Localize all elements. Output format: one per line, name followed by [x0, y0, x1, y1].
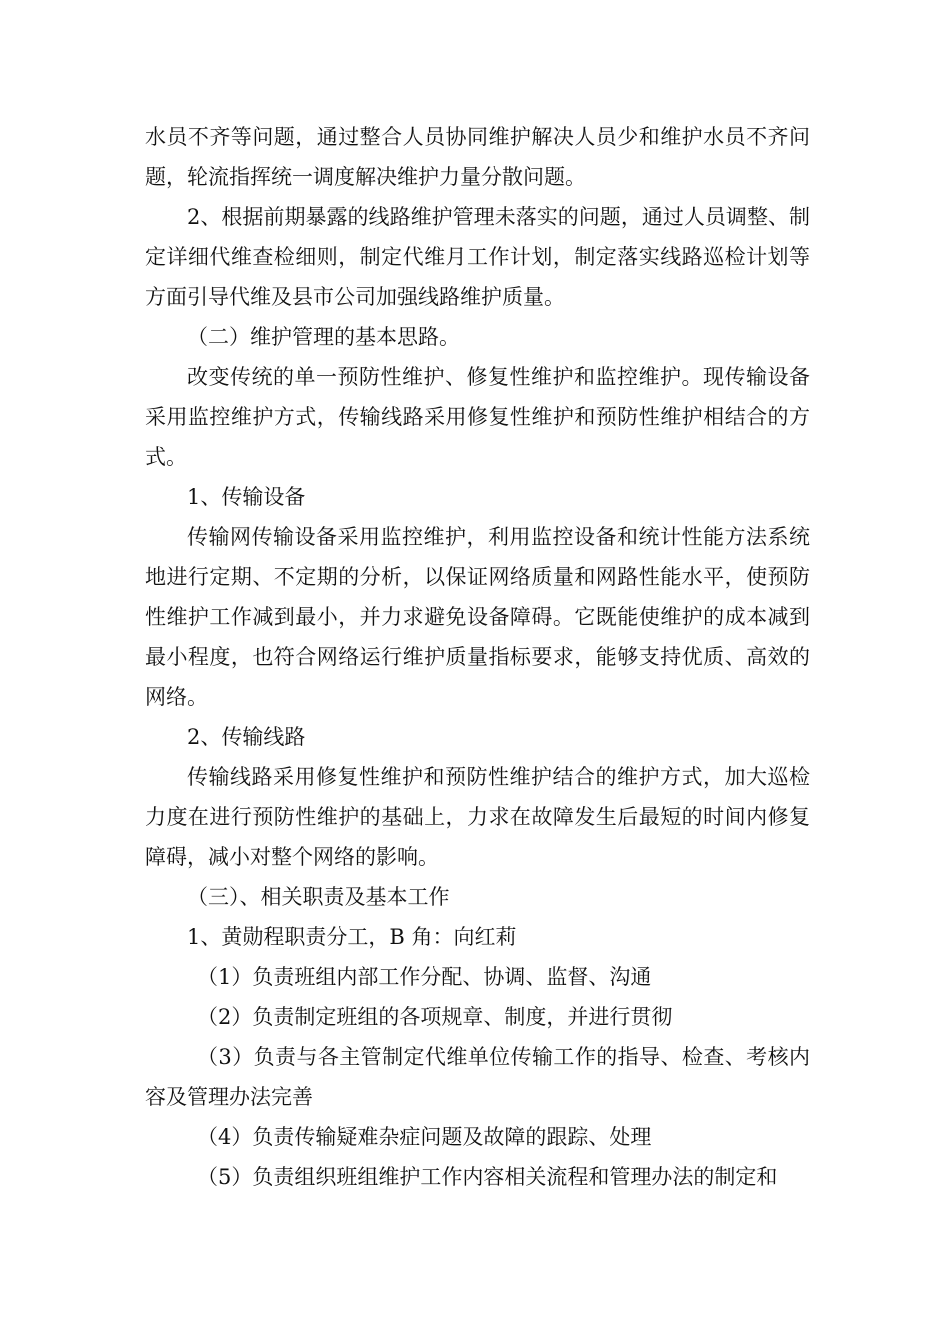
- subsection-heading: 2、传输线路: [187, 725, 306, 749]
- list-item: （5）负责组织班组维护工作内容相关流程和管理办法的制定和: [197, 1165, 778, 1189]
- subsection-heading: 1、黄勋程职责分工，B 角：向红莉: [187, 925, 517, 949]
- section-heading: （三）、相关职责及基本工作: [187, 885, 450, 909]
- list-item: （3）负责与各主管制定代维单位传输工作的指导、检查、考核内容及管理办法完善: [145, 1045, 810, 1109]
- paragraph: 2、根据前期暴露的线路维护管理未落实的问题，通过人员调整、制定详细代维查检细则，制定代维月工作计划，制定落实线路巡检计划等方面引导代维及县市公司加强线路维护质量。: [145, 205, 810, 309]
- list-item: （4）负责传输疑难杂症问题及故障的跟踪、处理: [197, 1125, 652, 1149]
- list-item: （2）负责制定班组的各项规章、制度，并进行贯彻: [197, 1005, 673, 1029]
- paragraph: 传输线路采用修复性维护和预防性维护结合的维护方式，加大巡检力度在进行预防性维护的基础上，力求在故障发生后最短的时间内修复障碍，减小对整个网络的影响。: [145, 765, 810, 869]
- paragraph: 传输网传输设备采用监控维护，利用监控设备和统计性能方法系统地进行定期、不定期的分析，以保证网络质量和网路性能水平，使预防性维护工作减到最小，并力求避免设备障碍。它既能使维护的成本减到最小程度，也符合网络运行维护质量指标要求，能够支持优质、高效的网络。: [145, 525, 810, 709]
- document-body: [145, 117, 810, 1197]
- subsection-heading: 1、传输设备: [187, 485, 306, 509]
- paragraph: 水员不齐等问题，通过整合人员协同维护解决人员少和维护水员不齐问题，轮流指挥统一调度解决维护力量分散问题。: [145, 125, 810, 189]
- section-heading: （二）维护管理的基本思路。: [187, 325, 460, 349]
- paragraph: 改变传统的单一预防性维护、修复性维护和监控维护。现传输设备采用监控维护方式，传输线路采用修复性维护和预防性维护相结合的方式。: [145, 365, 810, 469]
- list-item: （1）负责班组内部工作分配、协调、监督、沟通: [197, 965, 652, 989]
